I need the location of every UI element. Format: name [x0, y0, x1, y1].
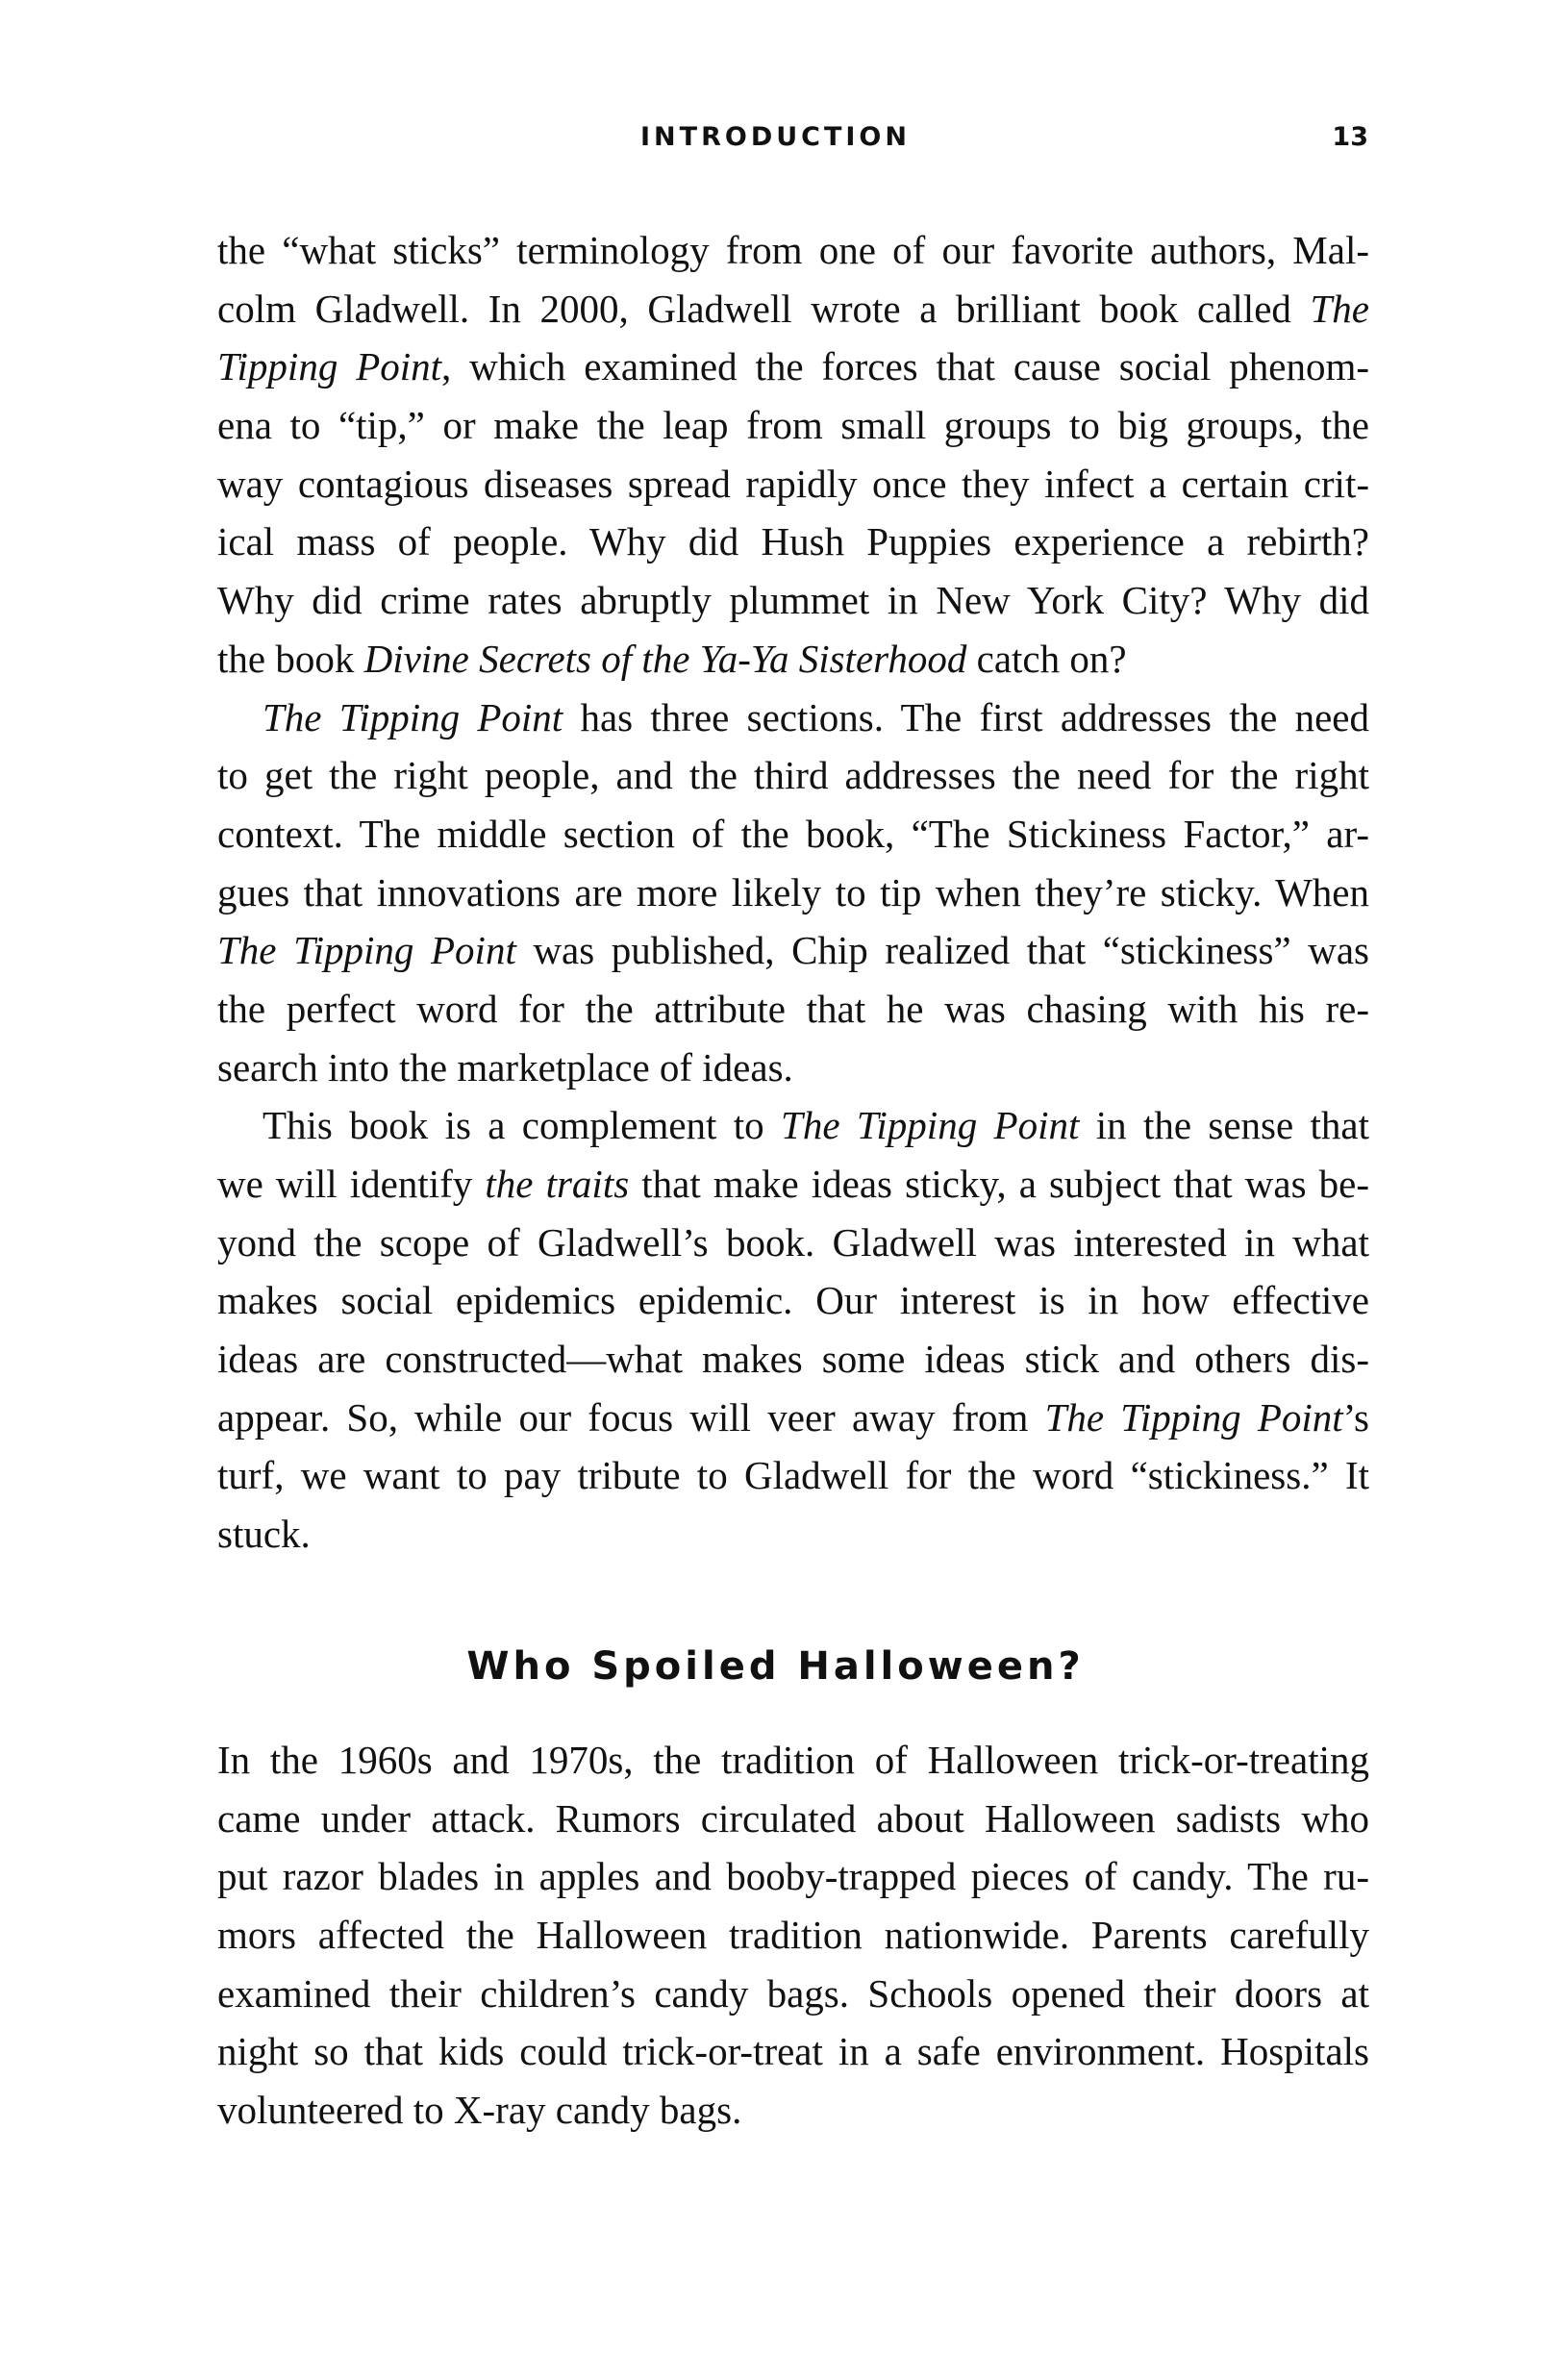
text-line	[217, 1214, 1369, 1272]
section-heading: Who Spoiled Halloween?	[466, 1644, 1085, 1689]
text-line	[217, 571, 1369, 630]
running-head-title: INTRODUCTION	[640, 122, 911, 152]
text-run: ical mass of people. Why did Hush Puppies experience a rebirth?	[217, 519, 1369, 564]
text-run: the book	[217, 636, 364, 681]
text-run: Why did crime rates abruptly plummet in New York City? Why did	[217, 578, 1369, 623]
paragraph	[217, 1731, 1369, 2140]
text-run: appear. So, while our focus will veer away from	[217, 1394, 1045, 1440]
text-run: volunteered to X-ray candy bags.	[217, 2088, 742, 2133]
text-run: was published, Chip realized that “stickiness” was	[515, 928, 1369, 973]
text-run: catch on?	[966, 636, 1127, 681]
text-run: the “what sticks” terminology from one of our favorite authors, Mal-	[217, 228, 1369, 272]
paragraph	[217, 689, 1369, 1097]
italic-text: The Tipping Point	[217, 928, 516, 973]
text-run: This book is a complement to	[263, 1103, 782, 1148]
text-line	[217, 396, 1369, 455]
text-line	[217, 980, 1369, 1039]
text-run: turf, we want to pay tribute to Gladwell for the word “stickiness.” It	[217, 1453, 1369, 1498]
text-run: put razor blades in apples and booby-trapped pieces of candy. The ru-	[217, 1854, 1369, 1899]
text-run: makes social epidemics epidemic. Our interest is in how effective	[217, 1278, 1369, 1323]
text-run: mors affected the Halloween tradition nationwide. Parents carefully	[217, 1913, 1369, 1958]
text-line	[217, 1446, 1369, 1505]
italic-text: Divine Secrets of the Ya-Ya Sisterhood	[363, 636, 967, 681]
body-text-before-heading	[217, 221, 1369, 1564]
running-head	[0, 113, 1551, 162]
body-text-after-heading	[217, 1731, 1369, 2140]
text-run: examined their children’s candy bags. Schools opened their doors at	[217, 1970, 1369, 2016]
text-run: ena to “tip,” or make the leap from small groups to big groups, the	[217, 403, 1369, 448]
text-run: search into the marketplace of ideas.	[217, 1044, 793, 1090]
text-line	[217, 921, 1369, 980]
italic-text: The Tipping Point	[781, 1103, 1080, 1148]
text-line	[217, 338, 1369, 396]
text-line	[217, 1965, 1369, 2023]
text-line	[217, 1847, 1369, 1906]
text-run: to get the right people, and the third addresses the need for the right	[217, 753, 1369, 798]
text-run: colm Gladwell. In 2000, Gladwell wrote a brilliant book called	[217, 286, 1311, 331]
text-run: yond the scope of Gladwell’s book. Gladwell was interested in what	[217, 1219, 1369, 1265]
text-run: that make ideas sticky, a subject that was be-	[629, 1162, 1369, 1206]
text-run: , which examined the forces that cause social phenom-	[441, 344, 1369, 389]
text-line	[217, 1731, 1369, 1790]
text-line	[217, 1389, 1369, 1447]
italic-text: The	[1310, 286, 1369, 331]
text-run: ideas are constructed—what makes some ideas stick and others dis-	[217, 1337, 1369, 1382]
text-line	[217, 280, 1369, 338]
text-line	[217, 1096, 1369, 1155]
text-line	[217, 689, 1369, 747]
text-line	[217, 455, 1369, 514]
text-line	[217, 1155, 1369, 1214]
italic-text: Tipping Point	[217, 344, 442, 389]
text-run: the perfect word for the attribute that he was chasing with his re-	[217, 986, 1369, 1031]
text-run: we will identify	[217, 1162, 486, 1206]
page-number: 13	[1332, 122, 1368, 152]
text-run: ’s	[1342, 1394, 1370, 1440]
text-line	[217, 746, 1369, 805]
paragraph	[217, 1096, 1369, 1564]
text-line	[217, 2081, 1369, 2140]
text-line	[217, 2022, 1369, 2081]
italic-text: The Tipping Point	[1044, 1394, 1343, 1440]
text-line	[217, 221, 1369, 280]
paragraph	[217, 221, 1369, 689]
text-run: In the 1960s and 1970s, the tradition of Halloween trick-or-treating	[217, 1738, 1369, 1782]
text-run: came under attack. Rumors circulated about Halloween sadists who	[217, 1795, 1369, 1841]
text-line	[217, 1790, 1369, 1848]
text-line	[217, 805, 1369, 864]
text-run: way contagious diseases spread rapidly once they infect a certain crit-	[217, 461, 1369, 506]
text-line	[217, 513, 1369, 571]
text-line	[217, 1906, 1369, 1965]
text-run: night so that kids could trick-or-treat in a safe environment. Hospitals	[217, 2029, 1369, 2074]
text-line	[217, 1330, 1369, 1389]
text-run: gues that innovations are more likely to tip when they’re sticky. When	[217, 869, 1369, 914]
text-line	[217, 1039, 1369, 1097]
text-run: context. The middle section of the book, “The Stickiness Factor,” ar-	[217, 811, 1369, 856]
text-run: has three sections. The first addresses the need	[563, 694, 1369, 739]
text-run: stuck.	[217, 1512, 311, 1557]
text-line	[217, 864, 1369, 922]
italic-text: The Tipping Point	[263, 694, 563, 739]
italic-text: the traits	[485, 1162, 630, 1206]
text-line	[217, 1271, 1369, 1330]
text-run: in the sense that	[1079, 1103, 1370, 1148]
text-line	[217, 1505, 1369, 1564]
text-line	[217, 630, 1369, 689]
